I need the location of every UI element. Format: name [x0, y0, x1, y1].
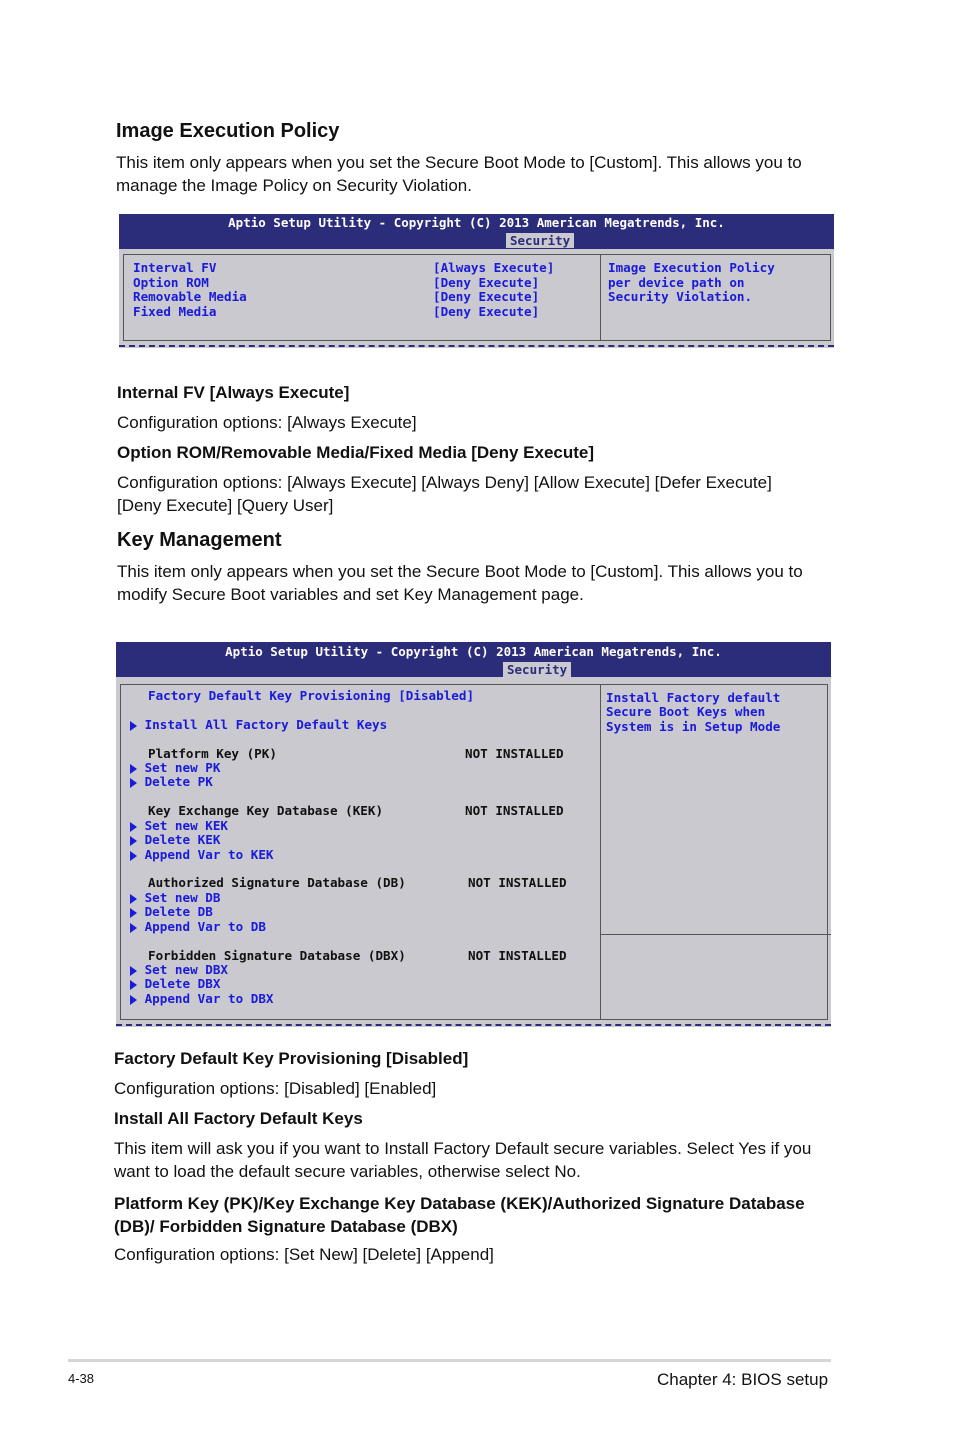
- submenu-arrow-icon: [130, 908, 137, 918]
- bios-header: [119, 214, 834, 249]
- menu-item-delete-dbx[interactable]: [130, 976, 220, 991]
- menu-item-fixed-media[interactable]: Fixed Media: [133, 304, 217, 319]
- label-dbx: Forbidden Signature Database (DBX): [148, 948, 406, 963]
- menu-item-set-new-pk[interactable]: [130, 760, 220, 775]
- bios-bottom-dashed-border: [116, 1024, 831, 1026]
- menu-item-factory-default-provisioning[interactable]: Factory Default Key Provisioning [Disabled]: [148, 688, 475, 703]
- menu-item-label: Delete PK: [144, 774, 213, 789]
- heading-factory-default: Factory Default Key Provisioning [Disabled]: [114, 1049, 469, 1068]
- menu-item-install-all-keys[interactable]: [130, 717, 387, 732]
- menu-item-label: Append Var to DBX: [144, 991, 274, 1006]
- menu-item-delete-kek[interactable]: [130, 832, 220, 847]
- page-number: 4-38: [68, 1371, 95, 1386]
- body-option-rom: Configuration options: [Always Execute] [Always Deny] [Allow Execute] [Defer Execute] [Deny Execute] [Query User]: [117, 473, 772, 515]
- submenu-arrow-icon: [130, 721, 137, 731]
- menu-item-label: Set new KEK: [144, 818, 228, 833]
- label-platform-key: Platform Key (PK): [148, 746, 277, 761]
- submenu-arrow-icon: [130, 966, 137, 976]
- help-text-line: Security Violation.: [608, 289, 753, 304]
- menu-item-append-var-kek[interactable]: [130, 847, 274, 862]
- submenu-arrow-icon: [130, 980, 137, 990]
- submenu-arrow-icon: [130, 995, 137, 1005]
- label-kek: Key Exchange Key Database (KEK): [148, 803, 384, 818]
- menu-item-set-new-kek[interactable]: [130, 818, 228, 833]
- heading-platform-key: Platform Key (PK)/Key Exchange Key Database (KEK)/Authorized Signature Database (DB)/ Forbidden Signature Database (DBX): [114, 1194, 805, 1236]
- menu-item-delete-db[interactable]: [130, 904, 213, 919]
- help-panel-divider: [601, 934, 831, 935]
- label-db: Authorized Signature Database (DB): [148, 875, 406, 890]
- submenu-arrow-icon: [130, 923, 137, 933]
- menu-value-fixed-media[interactable]: [Deny Execute]: [433, 304, 540, 319]
- menu-item-interval-fv[interactable]: Interval FV: [133, 260, 217, 275]
- help-text-line: System is in Setup Mode: [606, 719, 781, 734]
- bios-help-panel: [600, 684, 828, 1020]
- menu-item-label: Append Var to KEK: [144, 847, 274, 862]
- menu-item-label: Append Var to DB: [144, 919, 266, 934]
- menu-item-append-var-db[interactable]: [130, 919, 266, 934]
- help-text-line: Image Execution Policy: [608, 260, 775, 275]
- chapter-label: Chapter 4: BIOS setup: [657, 1370, 829, 1389]
- status-dbx: NOT INSTALLED: [468, 948, 567, 963]
- tab-security[interactable]: Security: [506, 233, 574, 248]
- menu-item-label: Set new DB: [144, 890, 221, 905]
- menu-item-removable-media[interactable]: Removable Media: [133, 289, 247, 304]
- menu-value-option-rom[interactable]: [Deny Execute]: [433, 275, 540, 290]
- submenu-arrow-icon: [130, 894, 137, 904]
- menu-item-delete-pk[interactable]: [130, 774, 213, 789]
- tab-security[interactable]: Security: [503, 662, 571, 677]
- footer-rule: [68, 1359, 831, 1362]
- body-install-all: This item will ask you if you want to Install Factory Default secure variables. Select Yes if you want to load the default secure variables, otherwise select No.: [114, 1139, 812, 1181]
- submenu-arrow-icon: [130, 851, 137, 861]
- submenu-arrow-icon: [130, 822, 137, 832]
- submenu-arrow-icon: [130, 778, 137, 788]
- section-title-image-execution-policy: Image Execution Policy: [116, 120, 340, 142]
- bios-header-title: Aptio Setup Utility - Copyright (C) 2013 American Megatrends, Inc.: [225, 644, 722, 659]
- menu-item-label: Install All Factory Default Keys: [144, 717, 388, 732]
- section-body-image-execution-policy: This item only appears when you set the Secure Boot Mode to [Custom]. This allows you to manage the Image Policy on Security Violation.: [116, 153, 802, 195]
- menu-value-removable-media[interactable]: [Deny Execute]: [433, 289, 540, 304]
- menu-item-label: Delete KEK: [144, 832, 221, 847]
- menu-item-option-rom[interactable]: Option ROM: [133, 275, 209, 290]
- status-kek: NOT INSTALLED: [465, 803, 564, 818]
- heading-install-all: Install All Factory Default Keys: [114, 1109, 363, 1128]
- section-title-key-management: Key Management: [117, 529, 282, 551]
- body-internal-fv: Configuration options: [Always Execute]: [117, 413, 417, 432]
- help-text-line: Install Factory default: [606, 690, 781, 705]
- bios-header-title: Aptio Setup Utility - Copyright (C) 2013 American Megatrends, Inc.: [228, 215, 725, 230]
- menu-item-label: Delete DBX: [144, 976, 221, 991]
- status-platform-key: NOT INSTALLED: [465, 746, 564, 761]
- submenu-arrow-icon: [130, 836, 137, 846]
- section-body-key-management: This item only appears when you set the Secure Boot Mode to [Custom]. This allows you to modify Secure Boot variables and set Key Management page.: [117, 562, 803, 604]
- submenu-arrow-icon: [130, 764, 137, 774]
- bios-header: [116, 642, 831, 677]
- body-factory-default: Configuration options: [Disabled] [Enabled]: [114, 1079, 437, 1098]
- bios-bottom-dashed-border: [119, 345, 834, 347]
- heading-option-rom: Option ROM/Removable Media/Fixed Media [Deny Execute]: [117, 443, 595, 462]
- menu-item-label: Delete DB: [144, 904, 213, 919]
- bios-screen-image-execution: [119, 214, 834, 348]
- bios-screen-key-management: [116, 642, 831, 1027]
- menu-item-label: Set new PK: [144, 760, 221, 775]
- menu-value-interval-fv[interactable]: [Always Execute]: [433, 260, 555, 275]
- menu-item-set-new-db[interactable]: [130, 890, 220, 905]
- status-db: NOT INSTALLED: [468, 875, 567, 890]
- help-text-line: Secure Boot Keys when: [606, 704, 766, 719]
- body-platform-key: Configuration options: [Set New] [Delete] [Append]: [114, 1245, 494, 1264]
- help-text-line: per device path on: [608, 275, 745, 290]
- menu-item-set-new-dbx[interactable]: [130, 962, 228, 977]
- heading-internal-fv: Internal FV [Always Execute]: [117, 383, 350, 402]
- menu-item-label: Set new DBX: [144, 962, 228, 977]
- menu-item-append-var-dbx[interactable]: [130, 991, 274, 1006]
